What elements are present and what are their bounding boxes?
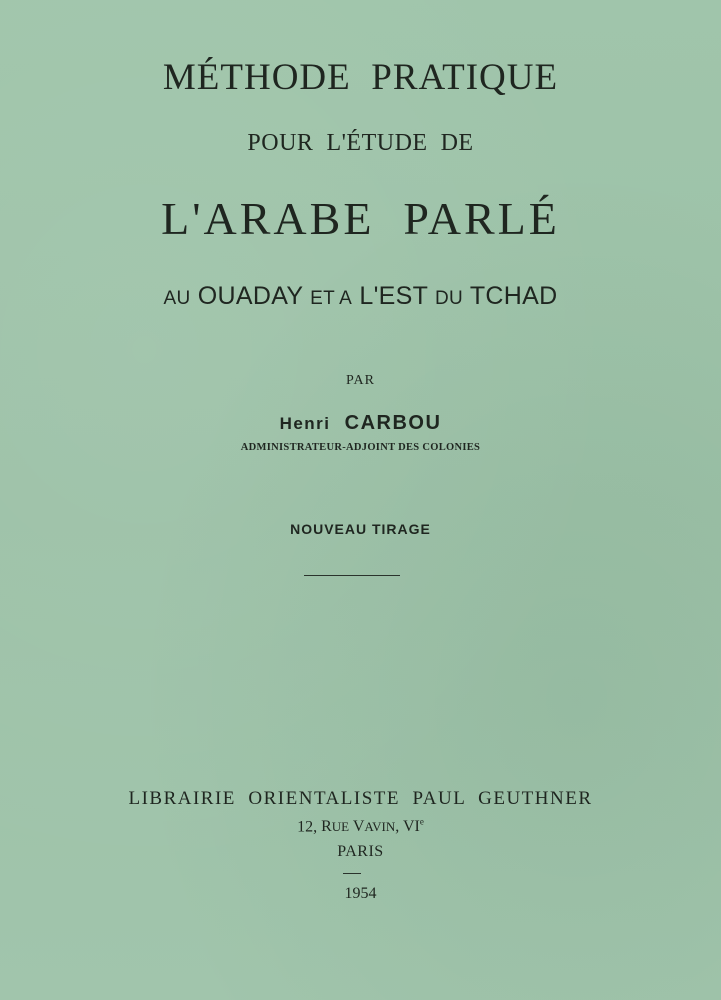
- publisher-name: LIBRAIRIE ORIENTALISTE PAUL GEUTHNER: [128, 788, 593, 809]
- address-number: 12,: [297, 818, 318, 836]
- publisher-city: PARIS: [337, 843, 384, 860]
- publication-year: 1954: [344, 885, 377, 902]
- author-first-name: Henri: [279, 414, 331, 433]
- author-name: [0, 412, 721, 435]
- vavin-rest: AVIN: [364, 819, 396, 835]
- divider-rule: [304, 575, 400, 576]
- subtitle-au: AU: [163, 288, 191, 309]
- year-dash: [343, 873, 361, 874]
- author-role: ADMINISTRATEUR-ADJOINT DES COLONIES: [240, 442, 481, 453]
- title-line-2: POUR L'ÉTUDE DE: [247, 130, 474, 156]
- edition-label: NOUVEAU TIRAGE: [290, 521, 431, 537]
- subtitle: [0, 282, 721, 311]
- title-line-1: MÉTHODE PRATIQUE: [162, 57, 559, 98]
- main-title: L'ARABE PARLÉ: [161, 193, 560, 244]
- vavin-initial: V: [352, 818, 365, 836]
- address-arrondissement: [403, 818, 424, 835]
- subtitle-du: DU: [435, 288, 464, 309]
- by-label: PAR: [346, 373, 375, 388]
- address-vavin: VAVIN,: [352, 818, 400, 836]
- arrondissement-number: VI: [402, 818, 420, 836]
- subtitle-lest: L'EST: [359, 282, 428, 310]
- subtitle-ouaday: OUADAY: [197, 282, 303, 310]
- subtitle-et-a: ET A: [310, 288, 353, 309]
- subtitle-tchad: TCHAD: [469, 282, 558, 310]
- publisher-address: [0, 817, 721, 836]
- author-last-name: CARBOU: [344, 412, 442, 434]
- street-initial: R: [321, 818, 332, 836]
- arrondissement-suffix: e: [419, 817, 424, 827]
- address-street: [321, 818, 349, 835]
- street-rest: UE: [331, 819, 350, 835]
